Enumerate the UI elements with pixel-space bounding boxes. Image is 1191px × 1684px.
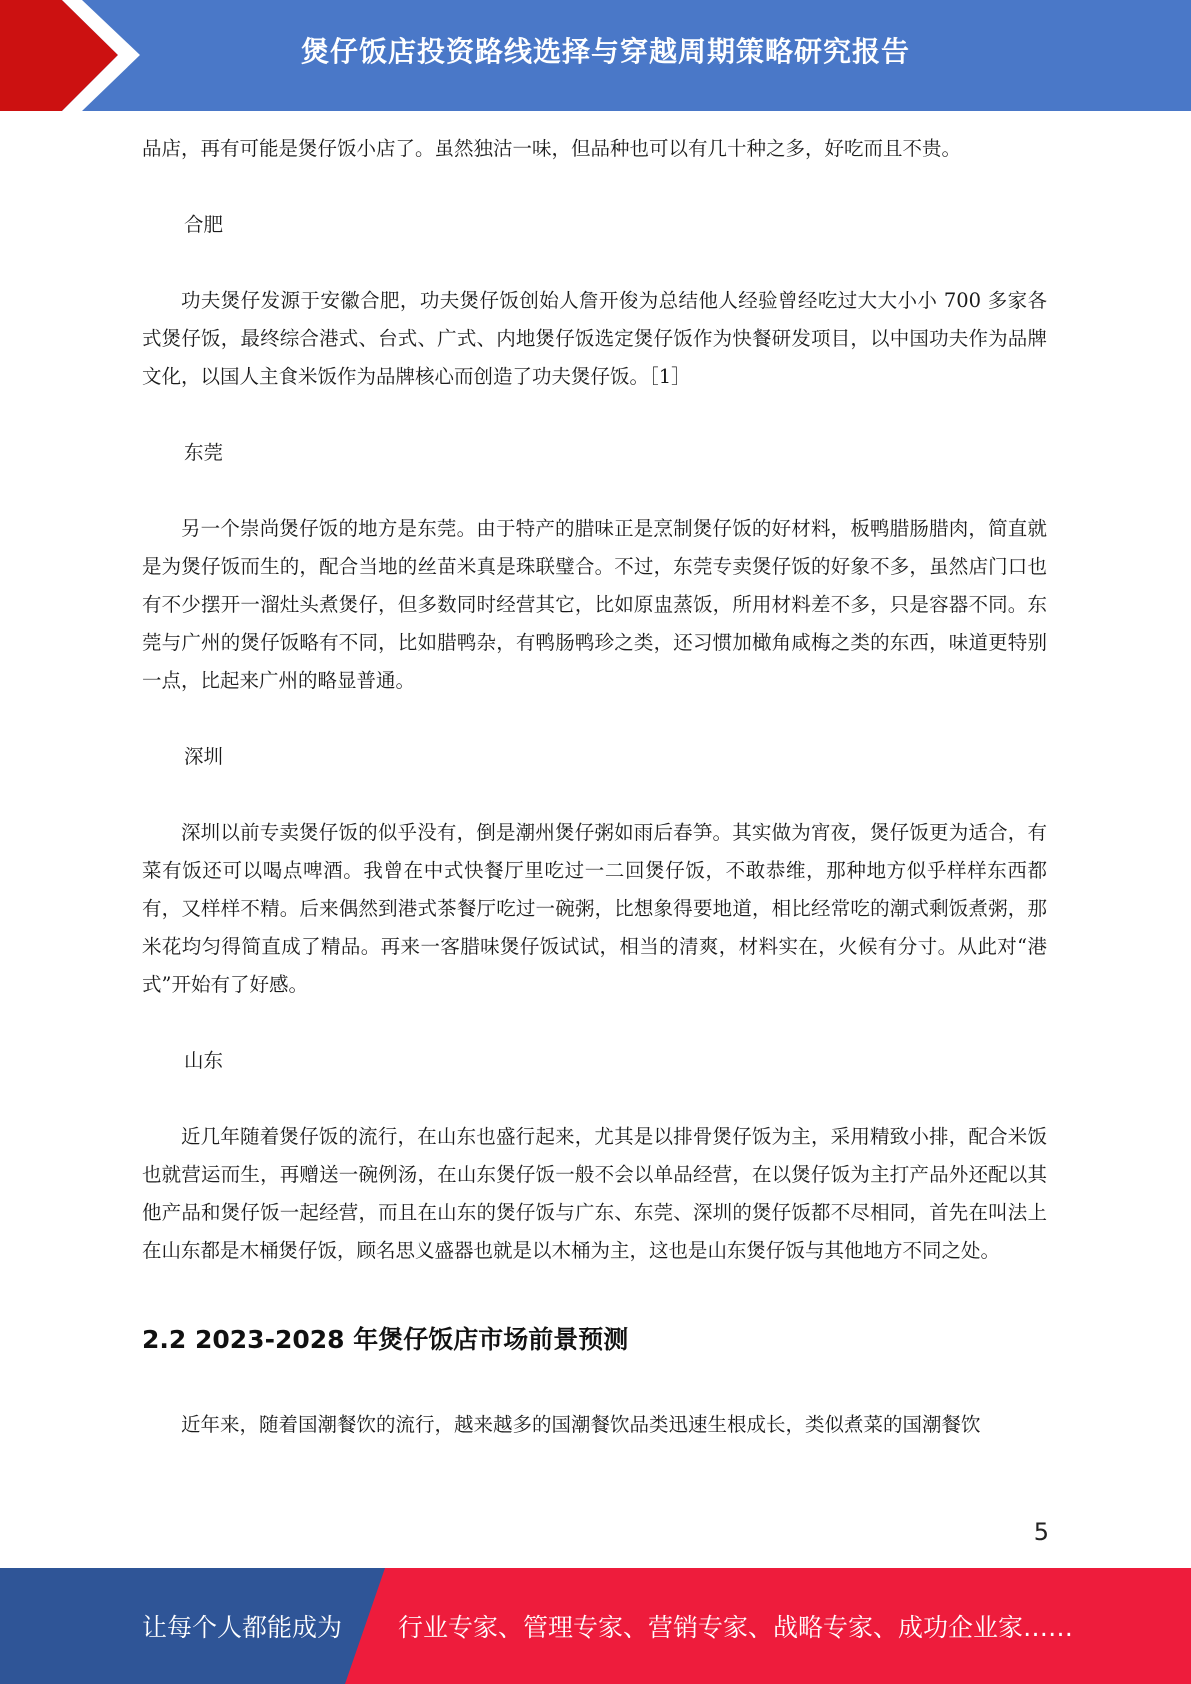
paragraph-intro-continuation: 品店，再有可能是煲仔饭小店了。虽然独沽一味，但品种也可以有几十种之多，好吃而且不贵。 (142, 137, 962, 160)
footer-slogan-right: 行业专家、管理专家、营销专家、战略专家、成功企业家…… (398, 1613, 1074, 1642)
subheading-dongguan: 东莞 (184, 441, 224, 464)
footer-slogan-left: 让每个人都能成为 (142, 1613, 343, 1642)
subheading-shenzhen: 深圳 (184, 745, 224, 768)
document-body (142, 130, 1047, 1482)
section-title-2-2: 2.2 2023-2028 年煲仔饭店市场前景预测 (142, 1325, 629, 1354)
report-title: 煲仔饭店投资路线选择与穿越周期策略研究报告 (300, 35, 910, 68)
paragraph-dongguan: 另一个崇尚煲仔饭的地方是东莞。由于特产的腊味正是烹制煲仔饭的好材料，板鸭腊肠腊肉，简直就是为煲仔饭而生的，配合当地的丝苗米真是珠联璧合。不过，东莞专卖煲仔饭的好象不多，虽然店门口也有不少摆开一溜灶头煮煲仔，但多数同时经营其它，比如原盅蒸饭，所用材料差不多，只是容器不同。东莞与广州的煲仔饭略有不同，比如腊鸭杂，有鸭肠鸭珍之类，还习惯加橄角咸梅之类的东西，味道更特别一点，比起来广州的略显普通。 (142, 517, 1047, 692)
subheading-shandong: 山东 (184, 1049, 224, 1072)
page-number: 5 (1033, 1518, 1049, 1546)
paragraph-shandong: 近几年随着煲仔饭的流行，在山东也盛行起来，尤其是以排骨煲仔饭为主，采用精致小排，配合米饭也就营运而生，再赠送一碗例汤，在山东煲仔饭一般不会以单品经营，在以煲仔饭为主打产品外还配以其他产品和煲仔饭一起经营，而且在山东的煲仔饭与广东、东莞、深圳的煲仔饭都不尽相同，首先在叫法上在山东都是木桶煲仔饭，顾名思义盛器也就是以木桶为主，这也是山东煲仔饭与其他地方不同之处。 (142, 1125, 1047, 1262)
subheading-hefei: 合肥 (184, 213, 224, 236)
paragraph-market-outlook: 近年来，随着国潮餐饮的流行，越来越多的国潮餐饮品类迅速生根成长，类似煮菜的国潮餐饮 (181, 1413, 981, 1436)
page-footer (0, 1568, 1191, 1684)
paragraph-hefei: 功夫煲仔发源于安徽合肥，功夫煲仔饭创始人詹开俊为总结他人经验曾经吃过大大小小 700 多家各式煲仔饭，最终综合港式、台式、广式、内地煲仔饭选定煲仔饭作为快餐研发项目，以中国功夫作为品牌文化，以国人主食米饭作为品牌核心而创造了功夫煲仔饭。［1］ (142, 289, 1047, 388)
paragraph-shenzhen: 深圳以前专卖煲仔饭的似乎没有，倒是潮州煲仔粥如雨后春笋。其实做为宵夜，煲仔饭更为适合，有菜有饭还可以喝点啤酒。我曾在中式快餐厅里吃过一二回煲仔饭，不敢恭维，那种地方似乎样样东西都有，又样样不精。后来偶然到港式茶餐厅吃过一碗粥，比想象得要地道，相比经常吃的潮式剩饭煮粥，那米花均匀得简直成了精品。再来一客腊味煲仔饭试试，相当的清爽，材料实在，火候有分寸。从此对“港式”开始有了好感。 (142, 821, 1047, 996)
page-header (0, 0, 1191, 111)
